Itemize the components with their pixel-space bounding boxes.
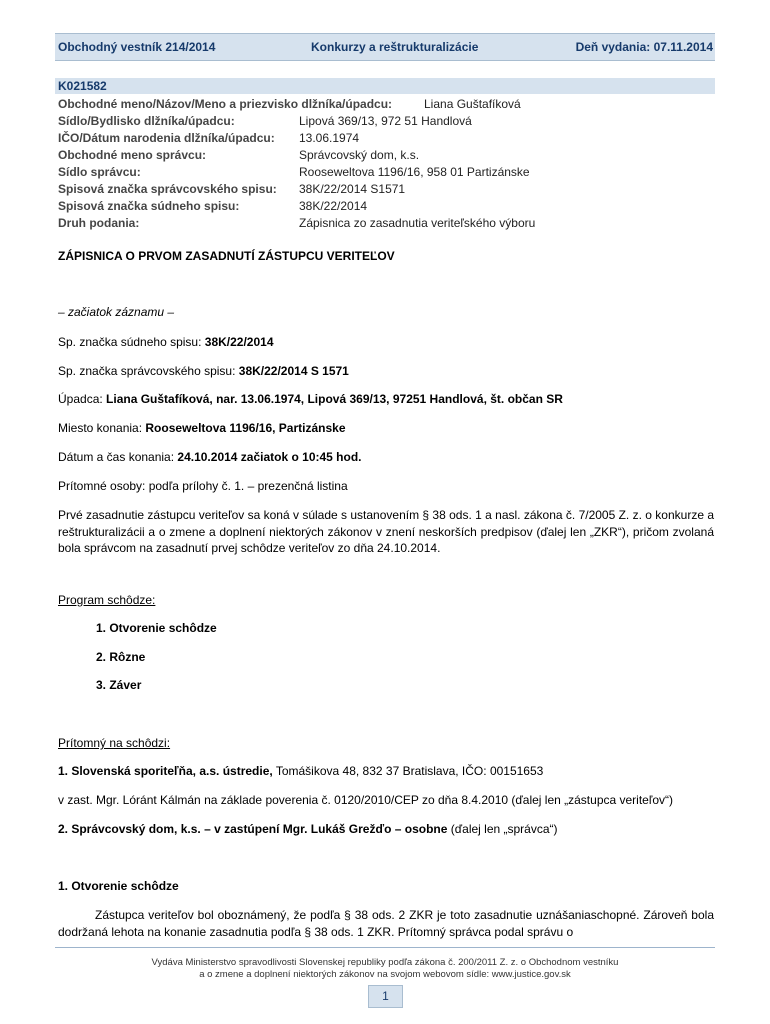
meta-label: Spisová značka súdneho spisu: (58, 199, 240, 213)
meta-label: Druh podania: (58, 216, 140, 230)
value: 24.10.2014 začiatok o 10:45 hod. (177, 450, 362, 464)
record-id-bar (55, 78, 715, 94)
record-start: – začiatok záznamu – (58, 305, 175, 319)
header-publication: Obchodný vestník 214/2014 (58, 40, 216, 54)
footer-line-1: Vydáva Ministerstvo spravodlivosti Slovenskej republiky podľa zákona č. 200/2011 Z. z. o Obchodnom vestníku (151, 957, 619, 968)
court-file-ref-line (58, 335, 274, 349)
attendee-details: Tomášikova 48, 832 37 Bratislava, IČO: 00151653 (272, 764, 544, 778)
label: Dátum a čas konania: (58, 450, 178, 464)
record-id: K021582 (58, 79, 107, 93)
header-issue-date: Deň vydania: 07.11.2014 (575, 40, 713, 54)
attendee-name: 2. Správcovský dom, k.s. – v zastúpení Mgr. Lukáš Grežďo – osobne (58, 822, 448, 836)
meta-value: Správcovský dom, k.s. (299, 148, 420, 162)
meta-label: Sídlo/Bydlisko dlžníka/úpadcu: (58, 114, 235, 128)
attendee-1-representative: v zast. Mgr. Lóránt Kálmán na základe poverenia č. 0120/2010/CEP zo dňa 8.4.2010 (ďalej len „zástupca veriteľov“) (58, 793, 674, 807)
meta-value: Zápisnica zo zasadnutia veriteľského výboru (299, 216, 536, 230)
meta-label: Obchodné meno/Názov/Meno a priezvisko dlžníka/úpadcu: (58, 97, 393, 111)
label: Úpadca: (58, 392, 107, 406)
footer-line-2: a o zmene a doplnení niektorých zákonov na svojom webovom sídle: www.justice.gov.sk (199, 969, 571, 980)
meta-label: Obchodné meno správcu: (58, 148, 207, 162)
attendee-name: 1. Slovenská sporiteľňa, a.s. ústredie, (58, 764, 273, 778)
place-line (58, 421, 346, 435)
meta-value: Lipová 369/13, 972 51 Handlová (299, 114, 472, 128)
meta-value: Rooseweltova 1196/16, 958 01 Partizánske (299, 165, 530, 179)
datetime-line (58, 450, 362, 464)
attendee-2 (58, 822, 558, 836)
meta-value: 38K/22/2014 S1571 (299, 182, 406, 196)
header-section: Konkurzy a reštrukturalizácie (311, 40, 479, 54)
value: 38K/22/2014 S 1571 (238, 364, 349, 378)
program-item: 2. Rôzne (96, 650, 146, 664)
program-item: 3. Záver (96, 678, 142, 692)
meta-value: 38K/22/2014 (299, 199, 368, 213)
value: 38K/22/2014 (204, 335, 274, 349)
attendee-details: (ďalej len „správca“) (447, 822, 558, 836)
program-heading: Program schôdze: (58, 593, 156, 607)
value: Liana Guštafíková, nar. 13.06.1974, Lipová 369/13, 97251 Handlová, št. občan SR (106, 392, 563, 406)
meta-label: IČO/Dátum narodenia dlžníka/úpadcu: (58, 131, 275, 145)
section-1-paragraph: Zástupca veriteľov bol oboznámený, že podľa § 38 ods. 2 ZKR je toto zasadnutie uznášaniaschopné. Zároveň bola dodržaná lehota na konanie zasadnutia podľa § 38 ods. 1 ZKR. Prítomný správca podal správu o (58, 908, 714, 939)
label: Sp. značka správcovského spisu: (58, 364, 239, 378)
page-number: 1 (368, 985, 403, 1008)
value: Rooseweltova 1196/16, Partizánske (145, 421, 346, 435)
footer-divider (55, 947, 715, 948)
meta-value: 13.06.1974 (299, 131, 360, 145)
present-heading: Prítomný na schôdzi: (58, 736, 171, 750)
debtor-line (58, 392, 563, 406)
page-header (55, 33, 715, 61)
intro-paragraph: Prvé zasadnutie zástupcu veriteľov sa koná v súlade s ustanovením § 38 ods. 1 a nasl. zákona č. 7/2005 Z. z. o konkurze a reštrukturalizácii a o zmene a doplnení niektorých zákonov v znení neskorších predpisov (ďalej len „ZKR“), pričom zvolaná bola správcom na zasadnutí prvej schôdze veriteľov zo dňa 24.10.2014. (58, 508, 714, 555)
attendee-1 (58, 764, 543, 778)
document-title: ZÁPISNICA O PRVOM ZASADNUTÍ ZÁSTUPCU VERITEĽOV (58, 249, 395, 263)
program-item: 1. Otvorenie schôdze (96, 621, 217, 635)
meta-label: Sídlo správcu: (58, 165, 141, 179)
present-persons-line: Prítomné osoby: podľa prílohy č. 1. – prezenčná listina (58, 479, 348, 493)
admin-file-ref-line (58, 364, 349, 378)
label: Miesto konania: (58, 421, 146, 435)
meta-value: Liana Guštafíková (424, 97, 521, 111)
section-1-heading: 1. Otvorenie schôdze (58, 879, 179, 893)
meta-label: Spisová značka správcovského spisu: (58, 182, 277, 196)
label: Sp. značka súdneho spisu: (58, 335, 205, 349)
